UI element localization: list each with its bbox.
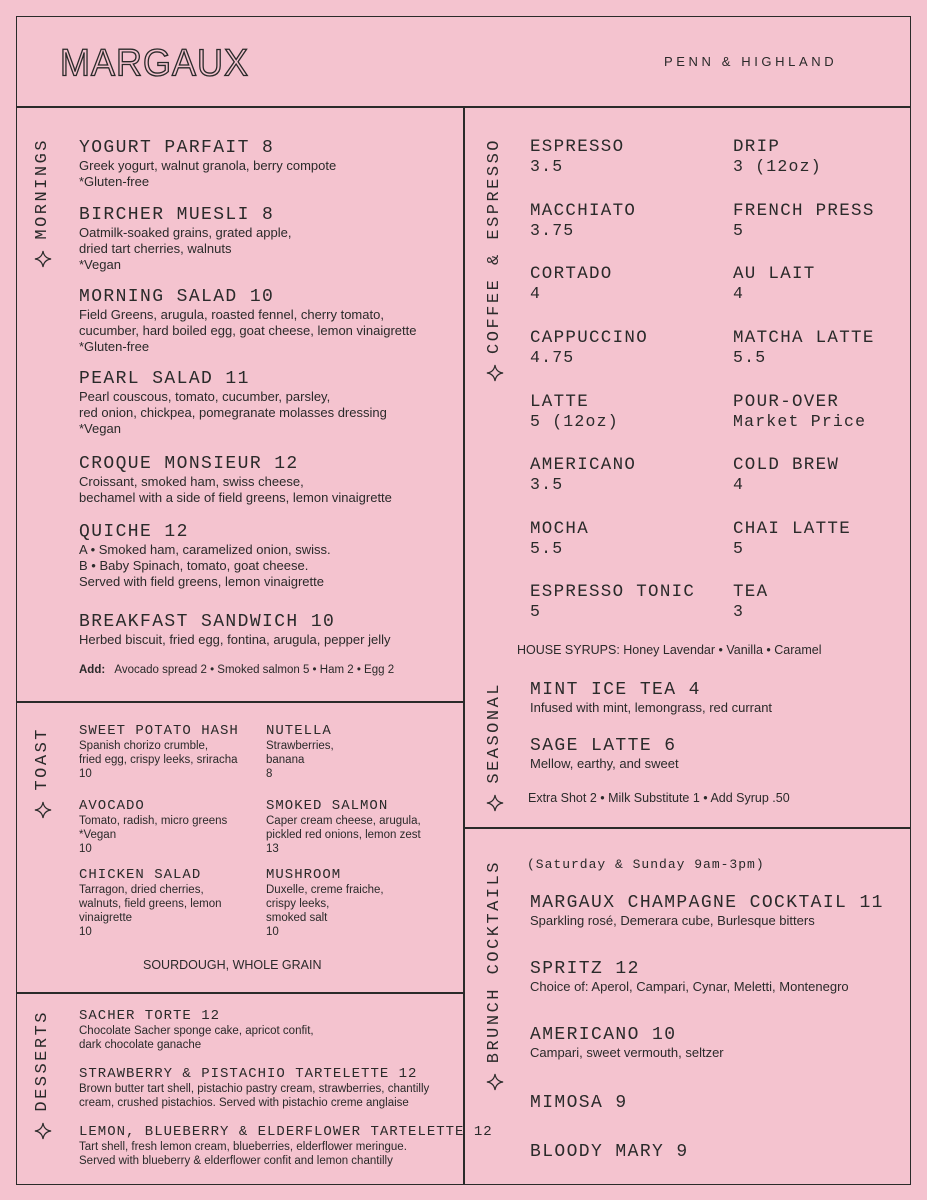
divider bbox=[16, 992, 464, 994]
item-desc: Tomato, radish, micro greens bbox=[79, 815, 228, 827]
section-label-seasonal bbox=[485, 682, 504, 812]
brunch-hours: (Saturday & Sunday 9am-3pm) bbox=[527, 857, 765, 872]
item-desc: Caper cream cheese, arugula, bbox=[266, 815, 421, 827]
coffee-item-drip bbox=[733, 138, 822, 176]
item-title: BREAKFAST SANDWICH 10 bbox=[79, 612, 336, 632]
item-price: 10 bbox=[266, 926, 279, 938]
item-desc: *Vegan bbox=[79, 829, 117, 841]
section-title: MORNINGS bbox=[33, 138, 52, 240]
item-title: AU LAIT bbox=[733, 264, 816, 284]
item-desc: Brown butter tart shell, pistachio pastry cream, strawberries, chantilly bbox=[79, 1083, 430, 1095]
item-desc: crispy leeks, bbox=[266, 898, 330, 910]
item-desc: Chocolate Sacher sponge cake, apricot confit, bbox=[79, 1025, 314, 1037]
item-price: 3 bbox=[733, 602, 745, 621]
section-label-desserts bbox=[33, 1010, 52, 1140]
item-title: MATCHA LATTE bbox=[733, 328, 875, 348]
item-desc: vinaigrette bbox=[79, 912, 133, 924]
item-price: 3.5 bbox=[530, 475, 564, 494]
coffee-item-mocha bbox=[530, 520, 589, 558]
menu-item-sweet-potato-hash bbox=[79, 723, 239, 781]
item-price: 5.5 bbox=[733, 348, 767, 367]
menu-item-mimosa bbox=[530, 1093, 628, 1113]
item-price: 8 bbox=[266, 768, 273, 780]
menu-item-mint-ice-tea bbox=[530, 680, 772, 716]
item-price: 3.75 bbox=[530, 221, 575, 240]
item-desc: *Gluten-free bbox=[79, 339, 150, 354]
sparkle-icon bbox=[34, 801, 52, 819]
divider bbox=[16, 701, 464, 703]
item-title: CAPPUCCINO bbox=[530, 328, 649, 348]
item-title: ESPRESSO bbox=[530, 137, 625, 157]
item-title: AVOCADO bbox=[79, 798, 145, 814]
section-title: DESSERTS bbox=[33, 1010, 52, 1112]
item-desc: Tart shell, fresh lemon cream, blueberries, elderflower meringue. bbox=[79, 1141, 407, 1153]
item-title: SAGE LATTE 6 bbox=[530, 736, 677, 756]
sparkle-icon bbox=[486, 1073, 504, 1091]
section-title: TOAST bbox=[33, 727, 52, 791]
coffee-item-pour-over bbox=[733, 393, 866, 431]
item-price: 3.5 bbox=[530, 157, 564, 176]
item-title: CORTADO bbox=[530, 264, 613, 284]
item-desc: Tarragon, dried cherries, bbox=[79, 884, 204, 896]
item-title: MACCHIATO bbox=[530, 201, 637, 221]
item-price: 5 (12oz) bbox=[530, 412, 619, 431]
item-title: ESPRESSO TONIC bbox=[530, 582, 696, 602]
item-desc: *Vegan bbox=[79, 257, 121, 272]
item-desc: bechamel with a side of field greens, lemon vinaigrette bbox=[79, 490, 392, 505]
menu-item-mushroom bbox=[266, 867, 384, 939]
item-desc: Served with blueberry & elderflower confit and lemon chantilly bbox=[79, 1155, 393, 1167]
item-desc: dark chocolate ganache bbox=[79, 1039, 202, 1051]
item-title: AMERICANO bbox=[530, 455, 637, 475]
item-title: MINT ICE TEA 4 bbox=[530, 680, 701, 700]
item-title: CHICKEN SALAD bbox=[79, 867, 202, 883]
item-desc: dried tart cherries, walnuts bbox=[79, 241, 232, 256]
item-desc: B • Baby Spinach, tomato, goat cheese. bbox=[79, 558, 309, 573]
coffee-item-tea bbox=[733, 583, 768, 621]
item-price: 10 bbox=[79, 926, 92, 938]
item-title: YOGURT PARFAIT 8 bbox=[79, 138, 275, 158]
menu-item-americano-cocktail bbox=[530, 1025, 724, 1061]
item-price: 4 bbox=[530, 284, 542, 303]
item-title: BLOODY MARY 9 bbox=[530, 1142, 689, 1162]
item-desc: Duxelle, creme fraiche, bbox=[266, 884, 384, 896]
location-label: PENN & HIGHLAND bbox=[664, 54, 838, 69]
item-title: LEMON, BLUEBERRY & ELDERFLOWER TARTELETTE 12 bbox=[79, 1124, 493, 1140]
coffee-item-americano bbox=[530, 456, 636, 494]
coffee-item-cappuccino bbox=[530, 329, 648, 367]
item-title: QUICHE 12 bbox=[79, 522, 189, 542]
coffee-item-cold-brew bbox=[733, 456, 839, 494]
item-title: LATTE bbox=[530, 392, 590, 412]
item-desc: cream, crushed pistachios. Served with pistachio creme anglaise bbox=[79, 1097, 409, 1109]
divider bbox=[463, 106, 465, 1185]
item-desc: Croissant, smoked ham, swiss cheese, bbox=[79, 474, 304, 489]
item-desc: A • Smoked ham, caramelized onion, swiss. bbox=[79, 542, 331, 557]
item-price: 4 bbox=[733, 284, 745, 303]
coffee-item-matcha-latte bbox=[733, 329, 875, 367]
item-price: 3 (12oz) bbox=[733, 157, 822, 176]
menu-item-croque-monsieur bbox=[79, 454, 392, 506]
item-price: 5 bbox=[733, 539, 745, 558]
item-desc: Mellow, earthy, and sweet bbox=[530, 756, 679, 771]
section-label-mornings bbox=[33, 138, 52, 268]
menu-item-avocado bbox=[79, 798, 227, 856]
menu-item-smoked-salmon bbox=[266, 798, 421, 856]
item-title: SPRITZ 12 bbox=[530, 959, 640, 979]
item-desc: red onion, chickpea, pomegranate molasses dressing bbox=[79, 405, 387, 420]
coffee-item-chai-latte bbox=[733, 520, 851, 558]
item-title: MOCHA bbox=[530, 519, 590, 539]
menu-item-bloody-mary bbox=[530, 1142, 689, 1162]
item-desc: walnuts, field greens, lemon bbox=[79, 898, 222, 910]
menu-item-quiche bbox=[79, 522, 331, 590]
item-desc: *Vegan bbox=[79, 421, 121, 436]
item-desc: Strawberries, bbox=[266, 740, 334, 752]
item-price: 10 bbox=[79, 843, 92, 855]
item-title: BIRCHER MUESLI 8 bbox=[79, 205, 275, 225]
item-price: 5 bbox=[530, 602, 542, 621]
item-desc: *Gluten-free bbox=[79, 174, 150, 189]
coffee-item-espresso bbox=[530, 138, 624, 176]
menu-item-morning-salad bbox=[79, 287, 417, 355]
item-title: MARGAUX CHAMPAGNE COCKTAIL 11 bbox=[530, 893, 884, 913]
sparkle-icon bbox=[486, 794, 504, 812]
toast-bread-note: SOURDOUGH, WHOLE GRAIN bbox=[143, 958, 322, 972]
menu-item-bircher-muesli bbox=[79, 205, 291, 273]
sparkle-icon bbox=[34, 1122, 52, 1140]
addons-text: Avocado spread 2 • Smoked salmon 5 • Ham 2 • Egg 2 bbox=[114, 664, 395, 676]
item-desc: Campari, sweet vermouth, seltzer bbox=[530, 1045, 724, 1060]
item-desc: Served with field greens, lemon vinaigrette bbox=[79, 574, 324, 589]
item-desc: cucumber, hard boiled egg, goat cheese, lemon vinaigrette bbox=[79, 323, 417, 338]
item-title: CROQUE MONSIEUR 12 bbox=[79, 454, 299, 474]
extras-note: Extra Shot 2 • Milk Substitute 1 • Add Syrup .50 bbox=[528, 791, 790, 805]
item-title: MIMOSA 9 bbox=[530, 1093, 628, 1113]
item-desc: Field Greens, arugula, roasted fennel, cherry tomato, bbox=[79, 307, 384, 322]
coffee-item-au-lait bbox=[733, 265, 816, 303]
addons-note bbox=[79, 664, 394, 676]
menu-item-pearl-salad bbox=[79, 369, 387, 437]
menu-item-strawberry-tartelette bbox=[79, 1066, 429, 1110]
item-title: FRENCH PRESS bbox=[733, 201, 875, 221]
item-desc: Herbed biscuit, fried egg, fontina, arugula, pepper jelly bbox=[79, 632, 391, 647]
item-title: SMOKED SALMON bbox=[266, 798, 389, 814]
item-title: NUTELLA bbox=[266, 723, 332, 739]
coffee-item-latte bbox=[530, 393, 619, 431]
item-desc: fried egg, crispy leeks, sriracha bbox=[79, 754, 238, 766]
item-title: DRIP bbox=[733, 137, 781, 157]
item-title: MUSHROOM bbox=[266, 867, 342, 883]
section-label-brunch bbox=[485, 860, 504, 1091]
item-desc: Sparkling rosé, Demerara cube, Burlesque bitters bbox=[530, 913, 815, 928]
item-title: AMERICANO 10 bbox=[530, 1025, 677, 1045]
house-syrups-note: HOUSE SYRUPS: Honey Lavendar • Vanilla • Caramel bbox=[517, 643, 822, 657]
item-price: 5.5 bbox=[530, 539, 564, 558]
item-desc: Spanish chorizo crumble, bbox=[79, 740, 209, 752]
item-desc: Pearl couscous, tomato, cucumber, parsley, bbox=[79, 389, 331, 404]
item-desc: pickled red onions, lemon zest bbox=[266, 829, 421, 841]
item-price: Market Price bbox=[733, 412, 867, 431]
item-title: TEA bbox=[733, 582, 769, 602]
addons-label: Add: bbox=[79, 664, 106, 676]
menu-item-nutella bbox=[266, 723, 334, 781]
menu-item-spritz bbox=[530, 959, 849, 995]
section-title: BRUNCH COCKTAILS bbox=[485, 860, 504, 1064]
item-title: STRAWBERRY & PISTACHIO TARTELETTE 12 bbox=[79, 1066, 418, 1082]
item-price: 13 bbox=[266, 843, 279, 855]
item-title: PEARL SALAD 11 bbox=[79, 369, 250, 389]
item-desc: Greek yogurt, walnut granola, berry compote bbox=[79, 158, 337, 173]
coffee-item-cortado bbox=[530, 265, 613, 303]
brand-logo: MARGAUX bbox=[60, 40, 250, 84]
menu-item-champagne-cocktail bbox=[530, 893, 884, 929]
item-desc: smoked salt bbox=[266, 912, 328, 924]
item-desc: Infused with mint, lemongrass, red currant bbox=[530, 700, 773, 715]
item-title: MORNING SALAD 10 bbox=[79, 287, 275, 307]
menu-item-sage-latte bbox=[530, 736, 679, 772]
item-desc: banana bbox=[266, 754, 305, 766]
coffee-item-french-press bbox=[733, 202, 875, 240]
sparkle-icon bbox=[486, 364, 504, 382]
sparkle-icon bbox=[34, 250, 52, 268]
menu-item-breakfast-sandwich bbox=[79, 612, 390, 648]
section-title: COFFEE & ESPRESSO bbox=[485, 138, 504, 354]
item-desc: Choice of: Aperol, Campari, Cynar, Meletti, Montenegro bbox=[530, 979, 849, 994]
divider bbox=[463, 827, 911, 829]
item-price: 4.75 bbox=[530, 348, 575, 367]
section-title: SEASONAL bbox=[485, 682, 504, 784]
item-title: CHAI LATTE bbox=[733, 519, 852, 539]
item-price: 10 bbox=[79, 768, 92, 780]
item-price: 5 bbox=[733, 221, 745, 240]
coffee-item-espresso-tonic bbox=[530, 583, 695, 621]
item-title: SWEET POTATO HASH bbox=[79, 723, 239, 739]
item-desc: Oatmilk-soaked grains, grated apple, bbox=[79, 225, 292, 240]
item-title: POUR-OVER bbox=[733, 392, 840, 412]
menu-item-yogurt-parfait bbox=[79, 138, 336, 190]
section-label-coffee bbox=[485, 138, 504, 382]
menu-item-sacher-torte bbox=[79, 1008, 314, 1052]
menu-item-lemon-tartelette bbox=[79, 1124, 493, 1168]
section-label-toast bbox=[33, 727, 52, 819]
item-price: 4 bbox=[733, 475, 745, 494]
item-title: SACHER TORTE 12 bbox=[79, 1008, 221, 1024]
menu-item-chicken-salad bbox=[79, 867, 222, 939]
coffee-item-macchiato bbox=[530, 202, 636, 240]
item-title: COLD BREW bbox=[733, 455, 840, 475]
